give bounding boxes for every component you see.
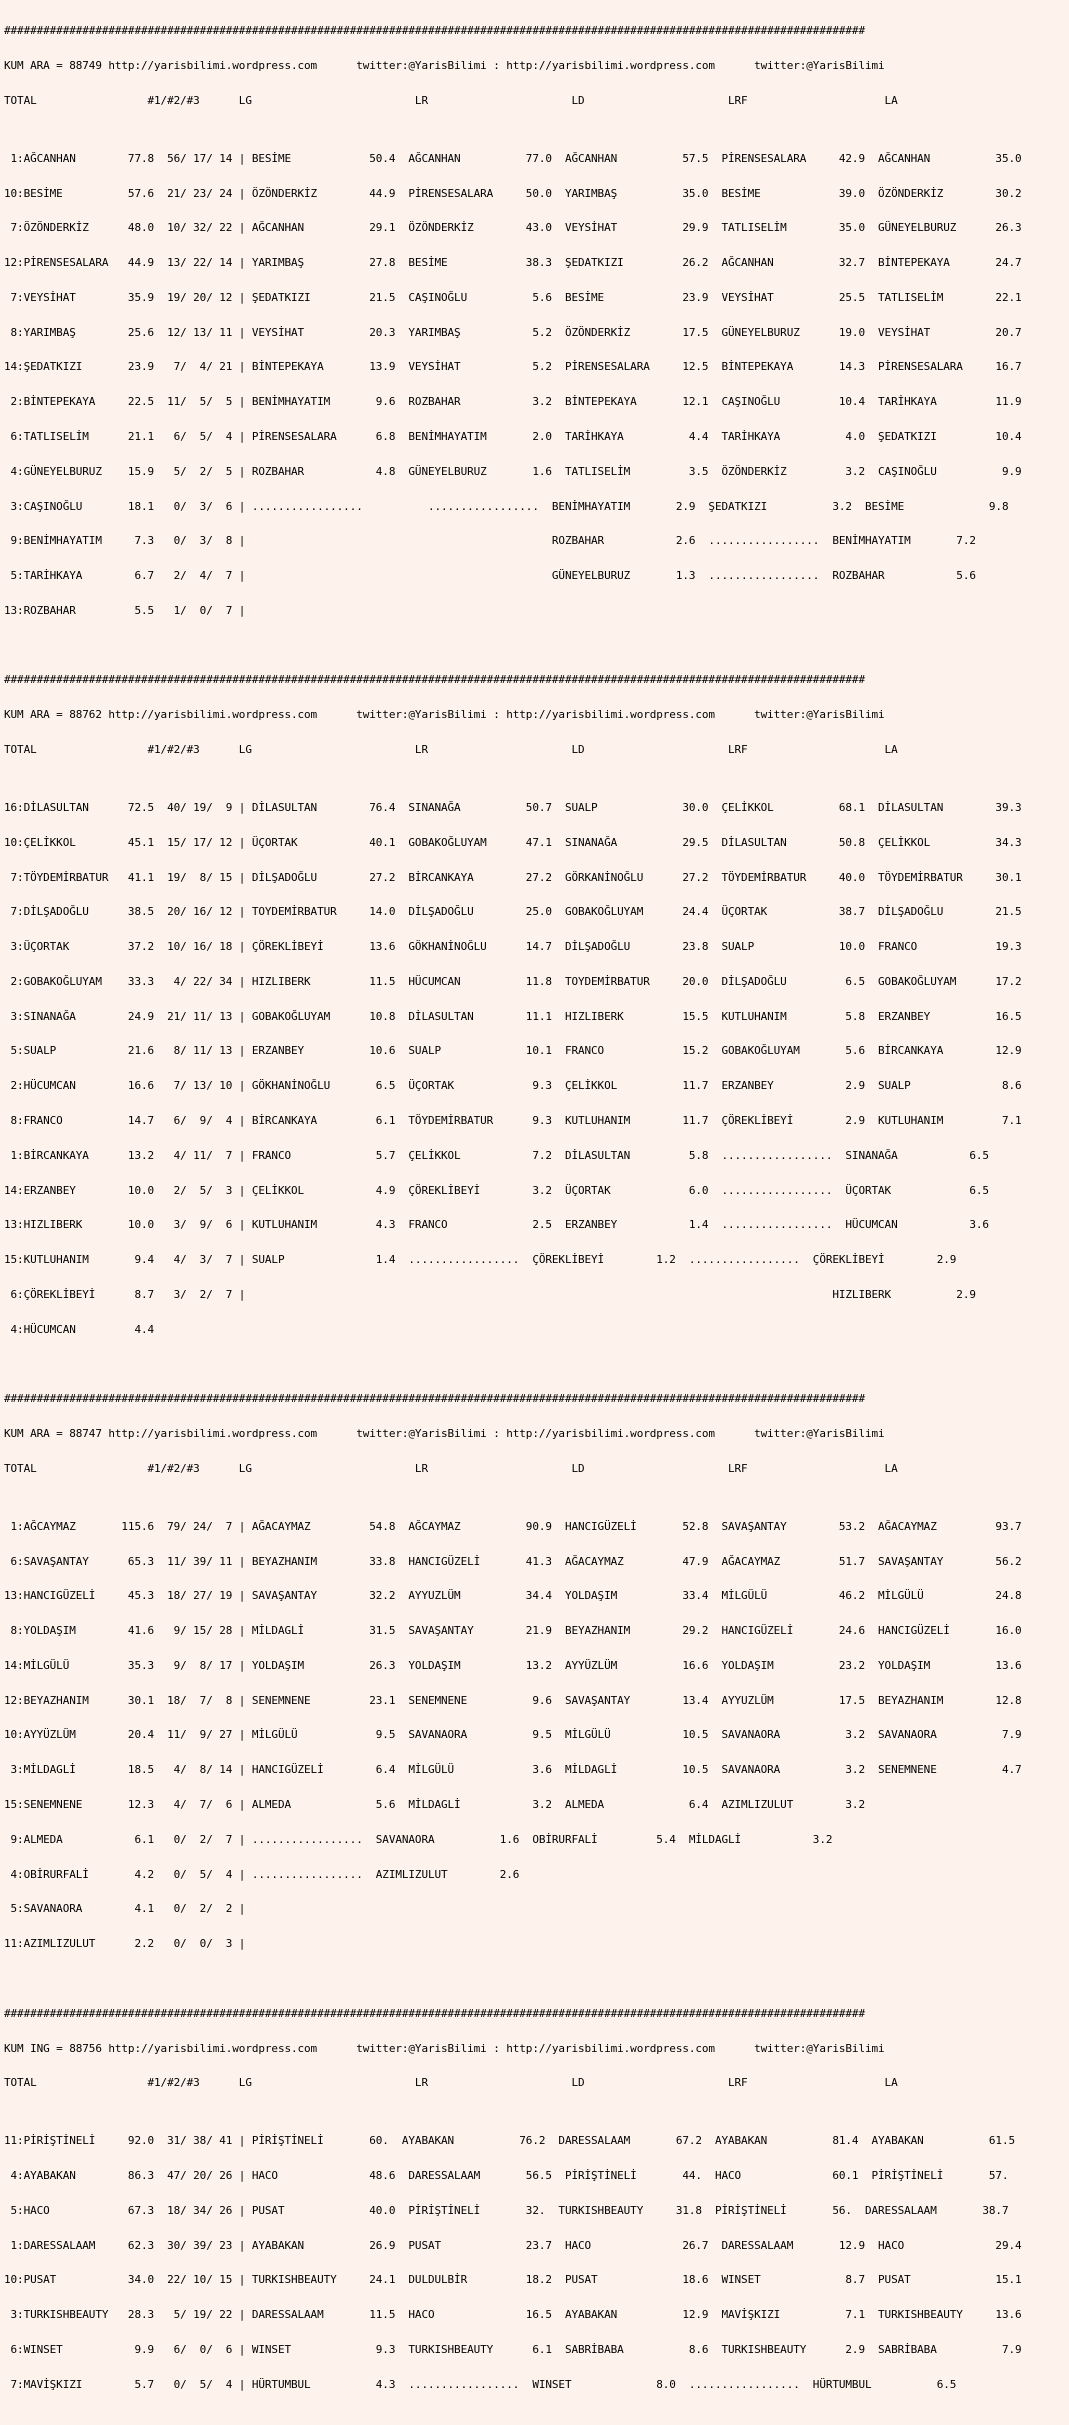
data-block-1 (4, 130, 1065, 640)
table-row: 6:WINSET 9.9 6/ 0/ 6 | WINSET 9.3 TURKISHBEAUTY 6.1 SABRİBABA 8.6 TURKISHBEAUTY 2.9 SABRİBABA 7.9 (4, 2342, 1022, 2356)
table-row: 3:ÜÇORTAK 37.2 10/ 16/ 18 | ÇÖREKLİBEYİ 13.6 GÖKHANİNOĞLU 14.7 DİLŞADOĞLU 23.8 SUALP 10.0 FRANCO 19.3 (4, 940, 1022, 954)
table-row: 1:DARESSALAAM 62.3 30/ 39/ 23 | AYABAKAN 26.9 PUSAT 23.7 HACO 26.7 DARESSALAAM 12.9 HACO 29.4 (4, 2238, 1022, 2252)
table-row: 1:AĞCANHAN 77.8 56/ 17/ 14 | BESİME 50.4 AĞCANHAN 77.0 AĞCANHAN 57.5 PİRENSESALARA 42.9 AĞCANHAN 35.0 (4, 151, 1022, 165)
table-row: 3:CAŞINOĞLU 18.1 0/ 3/ 6 | ................. ................. BENİMHAYATIM 2.9 ŞEDATKIZI 3.2 BESİME 9.8 (4, 499, 1009, 513)
block-header-2: KUM ARA = 88762 http://yarisbilimi.wordpress.com twitter:@YarisBilimi : http://yarisbilimi.wordpress.com twitter:@YarisBilimi (4, 708, 885, 722)
table-row: 1:AĞCAYMAZ 115.6 79/ 24/ 7 | AĞACAYMAZ 54.8 AĞCAYMAZ 90.9 HANCIGÜZELİ 52.8 SAVAŞANTAY 53.2 AĞACAYMAZ 93.7 (4, 1519, 1022, 1533)
block-header-4: KUM ING = 88756 http://yarisbilimi.wordpress.com twitter:@YarisBilimi : http://yarisbilimi.wordpress.com twitter:@YarisBilimi (4, 2041, 885, 2055)
table-row: 10:ÇELİKKOL 45.1 15/ 17/ 12 | ÜÇORTAK 40.1 GOBAKOĞLUYAM 47.1 SINANAĞA 29.5 DİLASULTAN 50.8 ÇELİKKOL 34.3 (4, 835, 1022, 849)
table-row: 14:ŞEDATKIZI 23.9 7/ 4/ 21 | BİNTEPEKAYA 13.9 VEYSİHAT 5.2 PİRENSESALARA 12.5 BİNTEPEKAYA 14.3 PİRENSESALARA 16.7 (4, 360, 1022, 374)
table-row: 5:TARİHKAYA 6.7 2/ 4/ 7 | GÜNEYELBURUZ 1.3 ................. ROZBAHAR 5.6 (4, 569, 976, 583)
separator-line-4: #################################################################################################################################### (4, 2006, 865, 2020)
separator-line-3: #################################################################################################################################### (4, 1392, 865, 1406)
table-row: 4:AYABAKAN 86.3 47/ 20/ 26 | HACO 48.6 DARESSALAAM 56.5 PİRİŞTİNELİ 44. HACO 60.1 PİRİŞTİNELİ 57. (4, 2169, 1009, 2183)
table-row: 10:PUSAT 34.0 22/ 10/ 15 | TURKISHBEAUTY 24.1 DULDULBİR 18.2 PUSAT 18.6 WINSET 8.7 PUSAT 15.1 (4, 2273, 1022, 2287)
separator-line-1: #################################################################################################################################### (4, 24, 865, 38)
table-row: 12:BEYAZHANIM 30.1 18/ 7/ 8 | SENEMNENE 23.1 SENEMNENE 9.6 SAVAŞANTAY 13.4 AYYUZLÜM 17.5 BEYAZHANIM 12.8 (4, 1693, 1022, 1707)
table-row: 5:HACO 67.3 18/ 34/ 26 | PUSAT 40.0 PİRİŞTİNELİ 32. TURKISHBEAUTY 31.8 PİRİŞTİNELİ 56. DARESSALAAM 38.7 (4, 2203, 1009, 2217)
table-row: 7:TÖYDEMİRBATUR 41.1 19/ 8/ 15 | DİLŞADOĞLU 27.2 BİRCANKAYA 27.2 GÖRKANİNOĞLU 27.2 TÖYDEMİRBATUR 40.0 TÖYDEMİRBATUR 30.1 (4, 870, 1022, 884)
table-row: 3:MİLDAGLİ 18.5 4/ 8/ 14 | HANCIGÜZELİ 6.4 MİLGÜLÜ 3.6 MİLDAGLİ 10.5 SAVANAORA 3.2 SENEMNENE 4.7 (4, 1763, 1022, 1777)
table-row: 14:ERZANBEY 10.0 2/ 5/ 3 | ÇELİKKOL 4.9 ÇÖREKLİBEYİ 3.2 ÜÇORTAK 6.0 ................. ÜÇORTAK 6.5 (4, 1183, 989, 1197)
separator-line-2: #################################################################################################################################### (4, 673, 865, 687)
table-row: 7:DİLŞADOĞLU 38.5 20/ 16/ 12 | TOYDEMİRBATUR 14.0 DİLŞADOĞLU 25.0 GOBAKOĞLUYAM 24.4 ÜÇORTAK 38.7 DİLŞADOĞLU 21.5 (4, 905, 1022, 919)
table-row: 10:AYYÜZLÜM 20.4 11/ 9/ 27 | MİLGÜLÜ 9.5 SAVANAORA 9.5 MİLGÜLÜ 10.5 SAVANAORA 3.2 SAVANAORA 7.9 (4, 1728, 1022, 1742)
table-row: 8:YOLDAŞIM 41.6 9/ 15/ 28 | MİLDAGLİ 31.5 SAVAŞANTAY 21.9 BEYAZHANIM 29.2 HANCIGÜZELİ 24.6 HANCIGÜZELİ 16.0 (4, 1624, 1022, 1638)
table-row: 12:PİRENSESALARA 44.9 13/ 22/ 14 | YARIMBAŞ 27.8 BESİME 38.3 ŞEDATKIZI 26.2 AĞCANHAN 32.7 BİNTEPEKAYA 24.7 (4, 256, 1022, 270)
table-row: 2:HÜCUMCAN 16.6 7/ 13/ 10 | GÖKHANİNOĞLU 6.5 ÜÇORTAK 9.3 ÇELİKKOL 11.7 ERZANBEY 2.9 SUALP 8.6 (4, 1079, 1022, 1093)
table-row: 13:HIZLIBERK 10.0 3/ 9/ 6 | KUTLUHANIM 4.3 FRANCO 2.5 ERZANBEY 1.4 ................. HÜCUMCAN 3.6 (4, 1218, 989, 1232)
table-row: 7:MAVİŞKIZI 5.7 0/ 5/ 4 | HÜRTUMBUL 4.3 ................. WINSET 8.0 ................. HÜRTUMBUL 6.5 (4, 2377, 957, 2391)
table-row: 4:GÜNEYELBURUZ 15.9 5/ 2/ 5 | ROZBAHAR 4.8 GÜNEYELBURUZ 1.6 TATLISELİM 3.5 ÖZÖNDERKİZ 3.2 CAŞINOĞLU 9.9 (4, 464, 1022, 478)
table-row: 5:SAVANAORA 4.1 0/ 2/ 2 | (4, 1902, 246, 1916)
data-block-4 (4, 2112, 1065, 2413)
table-row: 7:VEYSİHAT 35.9 19/ 20/ 12 | ŞEDATKIZI 21.5 CAŞINOĞLU 5.6 BESİME 23.9 VEYSİHAT 25.5 TATLISELİM 22.1 (4, 290, 1022, 304)
table-row: 2:GOBAKOĞLUYAM 33.3 4/ 22/ 34 | HIZLIBERK 11.5 HÜCUMCAN 11.8 TOYDEMİRBATUR 20.0 DİLŞADOĞLU 6.5 GOBAKOĞLUYAM 17.2 (4, 974, 1022, 988)
table-row: 7:ÖZÖNDERKİZ 48.0 10/ 32/ 22 | AĞCANHAN 29.1 ÖZÖNDERKİZ 43.0 VEYSİHAT 29.9 TATLISELİM 35.0 GÜNEYELBURUZ 26.3 (4, 221, 1022, 235)
table-row: 3:SINANAĞA 24.9 21/ 11/ 13 | GOBAKOĞLUYAM 10.8 DİLASULTAN 11.1 HIZLIBERK 15.5 KUTLUHANIM 5.8 ERZANBEY 16.5 (4, 1009, 1022, 1023)
column-header-3: TOTAL #1/#2/#3 LG LR LD LRF LA (4, 1461, 898, 1475)
table-row: 2:BİNTEPEKAYA 22.5 11/ 5/ 5 | BENİMHAYATIM 9.6 ROZBAHAR 3.2 BİNTEPEKAYA 12.1 CAŞINOĞLU 10.4 TARİHKAYA 11.9 (4, 395, 1022, 409)
data-block-3 (4, 1498, 1065, 1973)
data-block-2 (4, 779, 1065, 1359)
table-row: 6:ÇÖREKLİBEYİ 8.7 3/ 2/ 7 | HIZLIBERK 2.9 (4, 1287, 976, 1301)
column-header-1: TOTAL #1/#2/#3 LG LR LD LRF LA (4, 93, 898, 107)
table-row: 6:TATLISELİM 21.1 6/ 5/ 4 | PİRENSESALARA 6.8 BENİMHAYATIM 2.0 TARİHKAYA 4.4 TARİHKAYA 4.0 ŞEDATKIZI 10.4 (4, 429, 1022, 443)
table-row: 9:BENİMHAYATIM 7.3 0/ 3/ 8 | ROZBAHAR 2.6 ................. BENİMHAYATIM 7.2 (4, 534, 976, 548)
column-header-2: TOTAL #1/#2/#3 LG LR LD LRF LA (4, 743, 898, 756)
table-row: 8:YARIMBAŞ 25.6 12/ 13/ 11 | VEYSİHAT 20.3 YARIMBAŞ 5.2 ÖZÖNDERKİZ 17.5 GÜNEYELBURUZ 19.0 VEYSİHAT 20.7 (4, 325, 1022, 339)
column-header-4: TOTAL #1/#2/#3 LG LR LD LRF LA (4, 2076, 898, 2090)
table-row: 9:ALMEDA 6.1 0/ 2/ 7 | ................. SAVANAORA 1.6 OBİRURFALİ 5.4 MİLDAGLİ 3.2 (4, 1832, 833, 1846)
table-row: 4:OBİRURFALİ 4.2 0/ 5/ 4 | ................. AZIMLIZULUT 2.6 (4, 1867, 520, 1881)
table-row: 13:ROZBAHAR 5.5 1/ 0/ 7 | (4, 603, 246, 617)
table-row: 15:SENEMNENE 12.3 4/ 7/ 6 | ALMEDA 5.6 MİLDAGLİ 3.2 ALMEDA 6.4 AZIMLIZULUT 3.2 (4, 1798, 865, 1812)
table-row: 16:DİLASULTAN 72.5 40/ 19/ 9 | DİLASULTAN 76.4 SINANAĞA 50.7 SUALP 30.0 ÇELİKKOL 68.1 DİLASULTAN 39.3 (4, 800, 1022, 814)
table-row: 8:FRANCO 14.7 6/ 9/ 4 | BİRCANKAYA 6.1 TÖYDEMİRBATUR 9.3 KUTLUHANIM 11.7 ÇÖREKLİBEYİ 2.9 KUTLUHANIM 7.1 (4, 1114, 1022, 1127)
table-row: 5:SUALP 21.6 8/ 11/ 13 | ERZANBEY 10.6 SUALP 10.1 FRANCO 15.2 GOBAKOĞLUYAM 5.6 BİRCANKAYA 12.9 (4, 1044, 1022, 1058)
table-row: 13:HANCIGÜZELİ 45.3 18/ 27/ 19 | SAVAŞANTAY 32.2 AYYUZLÜM 34.4 YOLDAŞIM 33.4 MİLGÜLÜ 46.2 MİLGÜLÜ 24.8 (4, 1589, 1022, 1603)
table-row: 3:TURKISHBEAUTY 28.3 5/ 19/ 22 | DARESSALAAM 11.5 HACO 16.5 AYABAKAN 12.9 MAVİŞKIZI 7.1 TURKISHBEAUTY 13.6 (4, 2308, 1022, 2322)
table-row: 1:BİRCANKAYA 13.2 4/ 11/ 7 | FRANCO 5.7 ÇELİKKOL 7.2 DİLASULTAN 5.8 ................. SINANAĞA 6.5 (4, 1148, 989, 1162)
table-row: 11:PİRİŞTİNELİ 92.0 31/ 38/ 41 | PİRİŞTİNELİ 60. AYABAKAN 76.2 DARESSALAAM 67.2 AYABAKAN 81.4 AYABAKAN 61.5 (4, 2134, 1015, 2148)
table-row: 10:BESİME 57.6 21/ 23/ 24 | ÖZÖNDERKİZ 44.9 PİRENSESALARA 50.0 YARIMBAŞ 35.0 BESİME 39.0 ÖZÖNDERKİZ 30.2 (4, 186, 1022, 200)
block-header-1: KUM ARA = 88749 http://yarisbilimi.wordpress.com twitter:@YarisBilimi : http://yarisbilimi.wordpress.com twitter:@YarisBilimi (4, 58, 885, 72)
table-row: 15:KUTLUHANIM 9.4 4/ 3/ 7 | SUALP 1.4 ................. ÇÖREKLİBEYİ 1.2 ................. ÇÖREKLİBEYİ 2.9 (4, 1253, 957, 1267)
block-header-3: KUM ARA = 88747 http://yarisbilimi.wordpress.com twitter:@YarisBilimi : http://yarisbilimi.wordpress.com twitter:@YarisBilimi (4, 1427, 885, 1441)
table-row: 11:AZIMLIZULUT 2.2 0/ 0/ 3 | (4, 1937, 246, 1951)
table-row: 14:MİLGÜLÜ 35.3 9/ 8/ 17 | YOLDAŞIM 26.3 YOLDAŞIM 13.2 AYYÜZLÜM 16.6 YOLDAŞIM 23.2 YOLDAŞIM 13.6 (4, 1658, 1022, 1672)
table-row: 4:HÜCUMCAN 4.4 (4, 1322, 155, 1336)
table-row: 6:SAVAŞANTAY 65.3 11/ 39/ 11 | BEYAZHANIM 33.8 HANCIGÜZELİ 41.3 AĞACAYMAZ 47.9 AĞACAYMAZ 51.7 SAVAŞANTAY 56.2 (4, 1554, 1022, 1568)
